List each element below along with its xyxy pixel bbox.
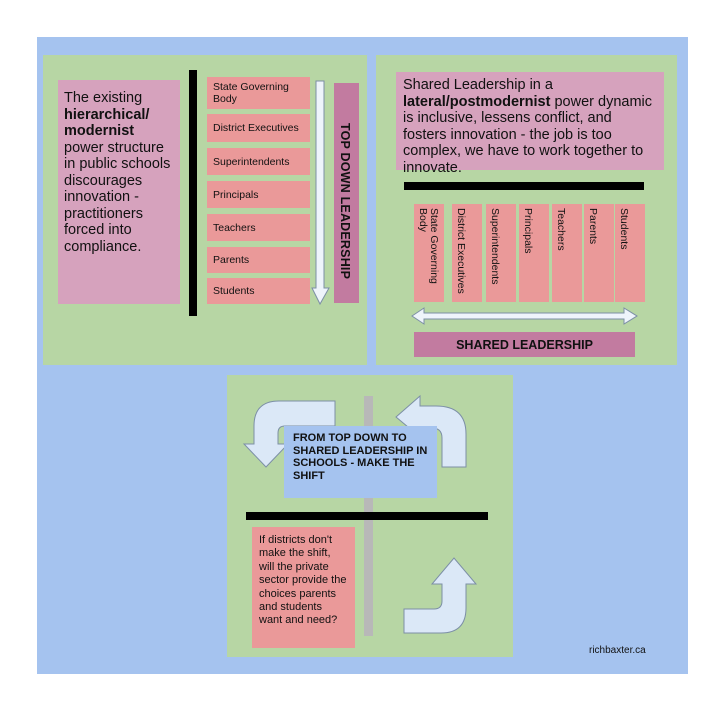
column-parents: Parents (584, 204, 614, 302)
credit-text: richbaxter.ca (589, 645, 646, 656)
horizontal-divider (404, 182, 644, 190)
shift-question: If districts don't make the shift, will the private sector provide the choices parents and students want and need? (259, 534, 347, 627)
column-state-governing-body: State Governing Body (414, 204, 444, 302)
description-bold: lateral/postmodernist (403, 93, 551, 110)
shift-question-box (252, 527, 355, 648)
shift-title-box (284, 426, 437, 498)
shared-description (396, 72, 664, 176)
column-district-executives: District Executives (452, 204, 482, 302)
level-superintendents: Superintendents (207, 148, 310, 175)
description-intro: The existing (64, 90, 143, 106)
column-students: Students (615, 204, 645, 302)
description-rest: power structure in public schools discourages innovation - practitioners forced into compliance. (64, 139, 171, 255)
level-state-governing-body: State Governing Body (207, 77, 310, 109)
top-down-banner: TOP DOWN LEADERSHIP (334, 83, 359, 303)
column-superintendents: Superintendents (486, 204, 516, 302)
level-parents: Parents (207, 247, 310, 273)
description-rest: power dynamic is inclusive, lessens conflict, and fosters innovation - the job is too complex, we have to work together to innovate. (403, 93, 652, 176)
shared-banner: SHARED LEADERSHIP (414, 332, 635, 357)
level-students: Students (207, 278, 310, 304)
description-bold: hierarchical/ modernist (64, 106, 150, 139)
column-teachers: Teachers (552, 204, 582, 302)
shift-horizontal-divider (246, 512, 488, 520)
vertical-divider (189, 70, 197, 316)
down-arrow-icon (311, 80, 331, 306)
level-district-executives: District Executives (207, 114, 310, 142)
column-principals: Principals (519, 204, 549, 302)
shift-title: FROM TOP DOWN TO SHARED LEADERSHIP IN SCHOOLS - MAKE THE SHIFT (293, 432, 428, 482)
curved-arrow-bottom-right-icon (402, 556, 484, 636)
description-intro: Shared Leadership in a (403, 77, 553, 93)
level-principals: Principals (207, 181, 310, 208)
double-arrow-icon (411, 307, 639, 327)
level-teachers: Teachers (207, 214, 310, 241)
top-down-description (58, 80, 180, 304)
